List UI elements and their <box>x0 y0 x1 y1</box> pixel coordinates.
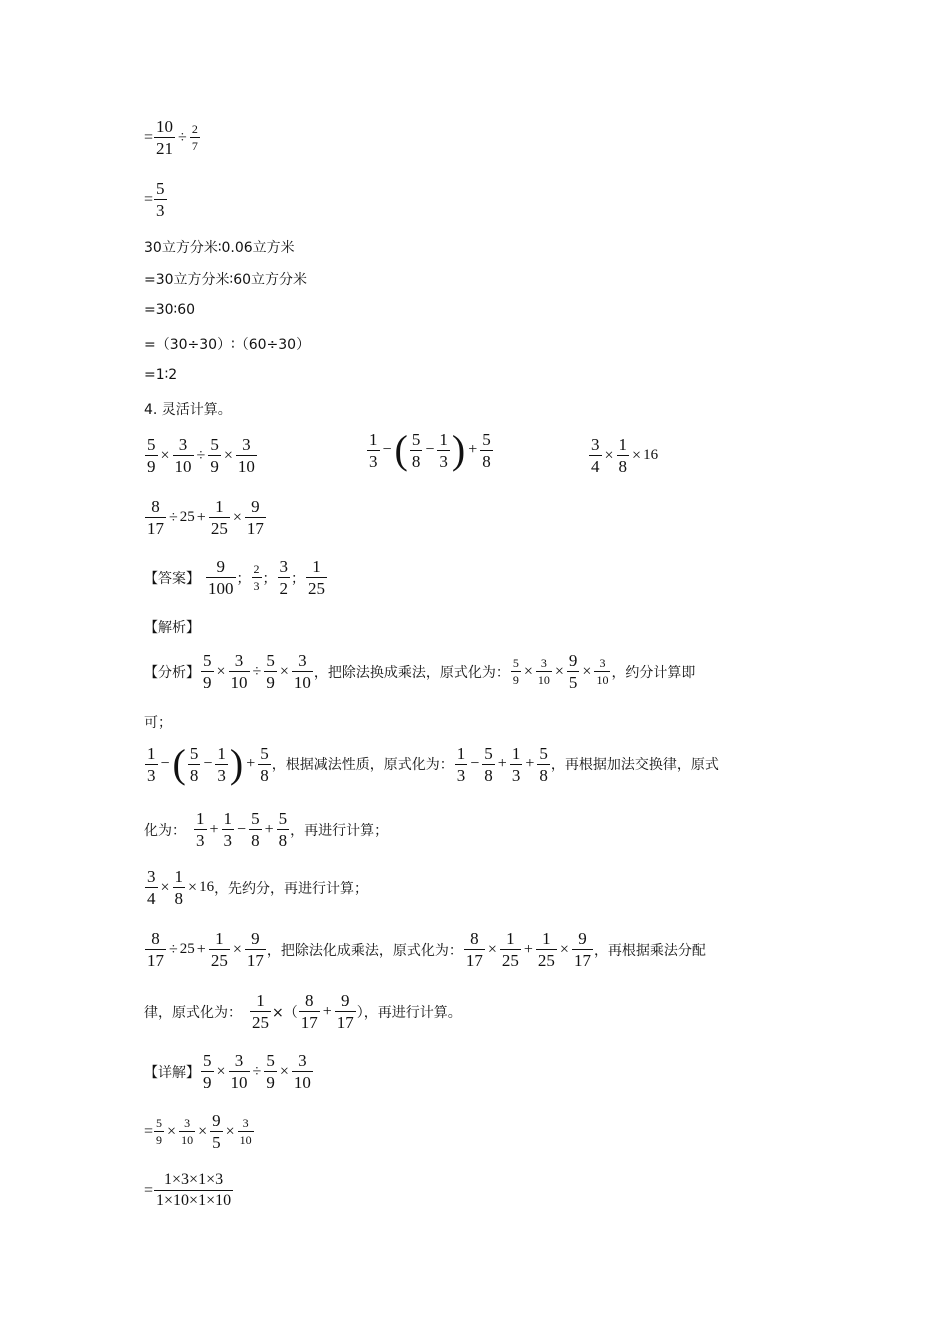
step-line-1 <box>144 118 201 157</box>
ratio-line-3: =30∶60 <box>144 302 196 318</box>
numerator: 8 <box>151 929 160 948</box>
denominator: 25 <box>501 951 519 970</box>
fraction <box>306 558 327 597</box>
denominator: 8 <box>411 451 421 471</box>
analysis-4-cont: 律，原式化为： $\frac{1}{25}$ ×（ $\frac{8}{17}$ + $\frac{9}{17}$ ），再进行计算。 <box>144 991 462 1032</box>
operator: × <box>582 662 592 680</box>
denominator: 21 <box>156 139 174 158</box>
fraction <box>201 1052 214 1091</box>
operator: ÷ <box>196 446 206 464</box>
numerator: 3 <box>279 557 288 576</box>
numerator: 3 <box>298 1051 307 1070</box>
denominator: 8 <box>251 831 260 850</box>
operator: × <box>279 1062 289 1080</box>
denominator: 17 <box>336 1013 354 1032</box>
operator: − <box>470 755 480 772</box>
fraction <box>208 436 221 475</box>
numerator: 5 <box>210 435 219 454</box>
operator: × <box>523 662 533 680</box>
denominator: 10 <box>230 1073 248 1092</box>
numerator: 1 <box>174 867 184 886</box>
denominator: 4 <box>147 889 156 908</box>
denominator: 3 <box>439 451 448 471</box>
problem-3: $\frac{3}{4}$ × $\frac{1}{8}$ × 16 <box>591 435 659 476</box>
fraction <box>264 1052 277 1091</box>
fraction <box>154 1172 233 1209</box>
fraction <box>179 1117 195 1146</box>
denominator: 3 <box>253 579 260 593</box>
numerator: 3 <box>178 435 188 454</box>
problem-2 <box>366 427 494 472</box>
numerator: 3 <box>234 651 244 670</box>
fraction <box>455 745 468 784</box>
denominator: 8 <box>618 457 628 476</box>
fraction <box>173 868 186 907</box>
fraction <box>154 180 167 219</box>
numerator: 1 <box>456 743 466 763</box>
numerator: 9 <box>251 929 260 948</box>
numerator: 5 <box>278 809 288 828</box>
numerator: 3 <box>242 435 251 454</box>
denominator: 3 <box>217 765 226 785</box>
step-line-2 <box>144 180 168 219</box>
fraction <box>437 431 450 470</box>
denominator: 3 <box>511 765 521 785</box>
numerator: 1 <box>147 743 156 763</box>
denominator: 8 <box>278 831 288 850</box>
fraction <box>190 123 200 152</box>
numerator: 5 <box>512 656 519 670</box>
denominator: 8 <box>260 765 269 785</box>
denominator: 9 <box>203 673 212 692</box>
denominator: 1×10×1×10 <box>156 1192 232 1209</box>
numerator: 9 <box>568 651 578 670</box>
analysis-3: $\frac{3}{4}$ × $\frac{1}{8}$ × 16 ，先约分，再进行计算； <box>147 867 369 908</box>
operator: × <box>167 1122 177 1140</box>
fraction <box>145 436 158 475</box>
numerator: 5 <box>482 429 491 449</box>
equals-sign: = <box>144 128 154 146</box>
parenthesis: ) <box>451 427 466 472</box>
fraction <box>292 1052 313 1091</box>
numerator: 1 <box>542 929 551 948</box>
denominator: 10 <box>230 673 248 692</box>
fraction <box>277 810 290 849</box>
fraction <box>215 745 228 784</box>
numerator: 9 <box>251 497 260 516</box>
denominator: 17 <box>300 1013 318 1032</box>
numerator: 5 <box>266 1051 275 1070</box>
operator: × <box>160 878 170 896</box>
numerator: 1 <box>369 429 378 449</box>
denominator: 9 <box>156 1133 163 1147</box>
numerator: 3 <box>591 435 600 454</box>
answer-label: 【答案】 <box>144 570 200 587</box>
denominator: 9 <box>266 673 275 692</box>
operator: + <box>525 755 535 772</box>
operator: − <box>425 441 435 458</box>
operator: × <box>160 446 170 464</box>
analysis-2-cont: 化为： $\frac{1}{3}$ + $\frac{1}{3}$ − $\frac{5}{8}$ + $\frac{5}{8}$ ，再进行计算； <box>144 809 389 850</box>
detail-3: = $\frac{1\times 3\times 1\times 3}{1\times 10\times 1\times 10}$ <box>144 1171 232 1209</box>
numerator: 1 <box>223 809 233 828</box>
fraction <box>482 745 495 784</box>
ratio-line-2: =30立方分米∶60立方分米 <box>144 272 308 288</box>
operator: × <box>232 508 242 526</box>
denominator: 8 <box>539 765 548 785</box>
fraction <box>222 810 235 849</box>
denominator: 10 <box>537 673 550 687</box>
numerator: 1 <box>618 435 628 454</box>
detail-1: 【详解】 $\frac{5}{9}$ × $\frac{3}{10}$ ÷ $\frac{5}{9}$ × $\frac{3}{10}$ <box>144 1051 311 1092</box>
fraction <box>145 498 166 537</box>
denominator: 9 <box>512 673 519 687</box>
denominator: 100 <box>208 579 234 598</box>
denominator: 17 <box>246 951 264 970</box>
fraction <box>245 930 266 969</box>
fraction <box>510 745 523 784</box>
numerator: 1 <box>217 743 226 763</box>
fraction <box>145 745 158 784</box>
numerator: 3 <box>242 1116 249 1130</box>
denominator: 25 <box>252 1013 269 1032</box>
numerator: 5 <box>266 651 275 670</box>
fraction <box>206 558 236 597</box>
fraction <box>500 930 521 969</box>
denominator: 9 <box>203 1073 212 1092</box>
denominator: 10 <box>237 457 255 476</box>
fraction <box>229 652 250 691</box>
numerator: 5 <box>156 1116 163 1130</box>
detail-2: = $\frac{5}{9}$ × $\frac{3}{10}$ × $\frac{9}{5}$ × $\frac{3}{10}$ <box>144 1111 252 1152</box>
fraction <box>292 652 313 691</box>
fraction <box>210 1112 223 1151</box>
numerator: 1 <box>439 429 448 449</box>
denominator: 10 <box>293 673 311 692</box>
denominator: 17 <box>573 951 591 970</box>
numerator: 5 <box>156 179 165 198</box>
equals-sign: = <box>144 190 154 208</box>
numerator: 8 <box>151 497 160 516</box>
denominator: 3 <box>196 831 205 850</box>
numerator: 1 <box>196 809 205 828</box>
numerator: 5 <box>539 743 548 763</box>
problem-4: $\frac{8}{17}$ ÷ 25 + $\frac{1}{25}$ × $\frac{9}{17}$ <box>147 497 264 538</box>
operator: × <box>279 662 289 680</box>
denominator: 4 <box>591 457 600 476</box>
operator: + <box>322 1002 332 1020</box>
operator: + <box>264 820 274 838</box>
numerator: 5 <box>189 743 199 763</box>
operator: + <box>246 755 256 772</box>
numerator: 9 <box>341 991 350 1010</box>
numerator: 1 <box>511 743 521 763</box>
fraction <box>154 118 175 157</box>
parenthesis: ) <box>229 741 244 786</box>
fraction <box>250 992 271 1031</box>
operator: × <box>487 940 497 958</box>
fraction <box>536 657 552 686</box>
denominator: 9 <box>147 457 156 476</box>
fraction <box>594 657 610 686</box>
ratio-line-5: =1∶2 <box>144 367 178 383</box>
numerator: 3 <box>184 1116 191 1130</box>
numerator: 3 <box>599 656 606 670</box>
denominator: 3 <box>456 765 466 785</box>
analysis-1: 【分析】 $\frac{5}{9}$ × $\frac{3}{10}$ ÷ $\frac{5}{9}$ × $\frac{3}{10}$ ，把除法换成乘法，原式化为： $\frac{5}{9}$ × $\frac{3}{10}$ × $\frac{9}{5}$ × $\frac{3}{10}$ ，约分计算即 <box>144 651 696 692</box>
analysis-1-cont: 可； <box>144 715 172 731</box>
numerator: 5 <box>484 743 493 763</box>
numerator: 1 <box>506 929 515 948</box>
operator: + <box>468 441 478 458</box>
fraction <box>536 930 557 969</box>
parenthesis: ( <box>172 741 186 786</box>
denominator: 17 <box>246 519 264 538</box>
operator: ÷ <box>178 128 187 146</box>
fraction <box>537 745 550 784</box>
numerator: 1×3×1×3 <box>164 1171 224 1188</box>
operator: + <box>497 755 507 772</box>
denominator: 3 <box>156 201 165 220</box>
fraction <box>236 436 257 475</box>
fraction <box>464 930 485 969</box>
fraction <box>154 1117 164 1146</box>
operator: ÷ <box>252 1062 262 1080</box>
numerator: 5 <box>251 809 260 828</box>
numerator: 2 <box>253 562 260 576</box>
analysis-label: 【解析】 <box>144 620 200 636</box>
numerator: 3 <box>147 867 156 886</box>
fraction <box>145 930 166 969</box>
denominator: 25 <box>210 519 228 538</box>
numerator: 5 <box>411 429 421 449</box>
operator: × <box>232 940 242 958</box>
denominator: 10 <box>596 673 609 687</box>
denominator: 10 <box>181 1133 194 1147</box>
numerator: 2 <box>191 122 198 136</box>
fraction <box>173 436 194 475</box>
numerator: 8 <box>470 929 479 948</box>
fraction <box>245 498 266 537</box>
denominator: 10 <box>293 1073 311 1092</box>
operator: × <box>554 662 564 680</box>
numerator: 9 <box>212 1111 221 1130</box>
numerator: 9 <box>216 557 225 576</box>
fraction <box>252 563 262 592</box>
operator: − <box>237 820 247 838</box>
denominator: 17 <box>465 951 483 970</box>
numerator: 5 <box>203 651 212 670</box>
parenthesis: ( <box>394 427 408 472</box>
operator: × <box>216 662 226 680</box>
fraction <box>299 992 320 1031</box>
numerator: 3 <box>298 651 307 670</box>
denominator: 17 <box>147 519 164 538</box>
denominator: 3 <box>369 451 378 471</box>
fraction <box>145 868 158 907</box>
denominator: 8 <box>189 765 199 785</box>
fraction <box>367 431 380 470</box>
denominator: 8 <box>482 451 491 471</box>
denominator: 10 <box>239 1133 252 1147</box>
fraction <box>617 436 630 475</box>
fraction <box>209 498 230 537</box>
operator: ÷ <box>169 508 178 526</box>
fraction <box>194 810 207 849</box>
fraction <box>249 810 262 849</box>
numerator: 1 <box>215 929 224 948</box>
numerator: 5 <box>260 743 269 763</box>
fraction <box>188 745 201 784</box>
operator: × <box>604 446 614 464</box>
numerator: 3 <box>234 1051 244 1070</box>
numerator: 5 <box>203 1051 212 1070</box>
denominator: 7 <box>191 139 198 153</box>
analysis-4: $\frac{8}{17}$ ÷ 25 + $\frac{1}{25}$ × $\frac{9}{17}$ ，把除法化成乘法，原式化为： $\frac{8}{17}$ × $\frac{1}{25}$ + $\frac{1}{25}$ × $\frac{9}{17}$ ，再根据乘法分配 <box>147 929 706 970</box>
numerator: 10 <box>156 117 174 136</box>
operator: × <box>188 878 198 896</box>
operator: − <box>160 755 170 772</box>
fraction <box>335 992 356 1031</box>
operator: × <box>559 940 569 958</box>
fraction <box>589 436 602 475</box>
analysis-2: $\frac{1}{3}$ − ( $\frac{5}{8}$ − $\frac{1}{3}$ ) + $\frac{5}{8}$ ，根据减法性质，原式化为： $\frac{1}{3}$ − $\frac{5}{8}$ + $\frac{1}{3}$ + $\frac{5}{8}$ ，再根据加法交换律，原式 <box>147 741 719 786</box>
fraction <box>410 431 423 470</box>
numerator: 8 <box>304 991 314 1010</box>
operator: × <box>632 446 642 464</box>
fraction <box>480 431 493 470</box>
denominator: 3 <box>147 765 156 785</box>
fraction <box>567 652 580 691</box>
operator: − <box>203 755 213 772</box>
numerator: 9 <box>578 929 587 948</box>
operator: + <box>523 940 533 958</box>
operator: + <box>196 940 206 958</box>
denominator: 8 <box>484 765 493 785</box>
operator: × <box>225 1122 235 1140</box>
denominator: 3 <box>223 831 233 850</box>
fraction <box>238 1117 254 1146</box>
operator: × <box>223 446 233 464</box>
numerator: 5 <box>147 435 156 454</box>
numerator: 1 <box>215 497 224 516</box>
denominator: 2 <box>279 579 288 598</box>
operator: − <box>382 441 392 458</box>
denominator: 5 <box>568 673 578 692</box>
denominator: 8 <box>174 889 184 908</box>
denominator: 9 <box>266 1073 275 1092</box>
operator: ÷ <box>252 662 262 680</box>
denominator: 25 <box>210 951 228 970</box>
ratio-line-4: =（30÷30）∶（60÷30） <box>144 337 311 353</box>
numerator: 1 <box>256 991 265 1010</box>
fraction <box>258 745 271 784</box>
numerator: 1 <box>312 557 321 576</box>
fraction <box>511 657 521 686</box>
fraction <box>201 652 214 691</box>
problem-1 <box>144 436 258 475</box>
answer-line: 【答案】 $\frac{9}{100}$ ； $\frac{2}{3}$ ； $\frac{3}{2}$ ； $\frac{1}{25}$ <box>144 557 325 598</box>
operator: ÷ <box>169 940 178 958</box>
ratio-line-1: 30立方分米∶0.06立方米 <box>144 240 295 256</box>
denominator: 25 <box>537 951 555 970</box>
denominator: 10 <box>174 457 192 476</box>
numerator: 3 <box>540 656 547 670</box>
fraction <box>209 930 230 969</box>
fraction <box>572 930 593 969</box>
operator: + <box>196 508 206 526</box>
operator: × <box>198 1122 208 1140</box>
denominator: 9 <box>210 457 219 476</box>
denominator: 25 <box>308 579 325 598</box>
question-4-title: 4. 灵活计算。 <box>144 402 232 418</box>
denominator: 5 <box>212 1133 221 1152</box>
denominator: 17 <box>147 951 164 970</box>
fraction <box>264 652 277 691</box>
operator: + <box>209 820 219 838</box>
fraction <box>229 1052 250 1091</box>
operator: × <box>216 1062 226 1080</box>
fraction <box>278 558 291 597</box>
